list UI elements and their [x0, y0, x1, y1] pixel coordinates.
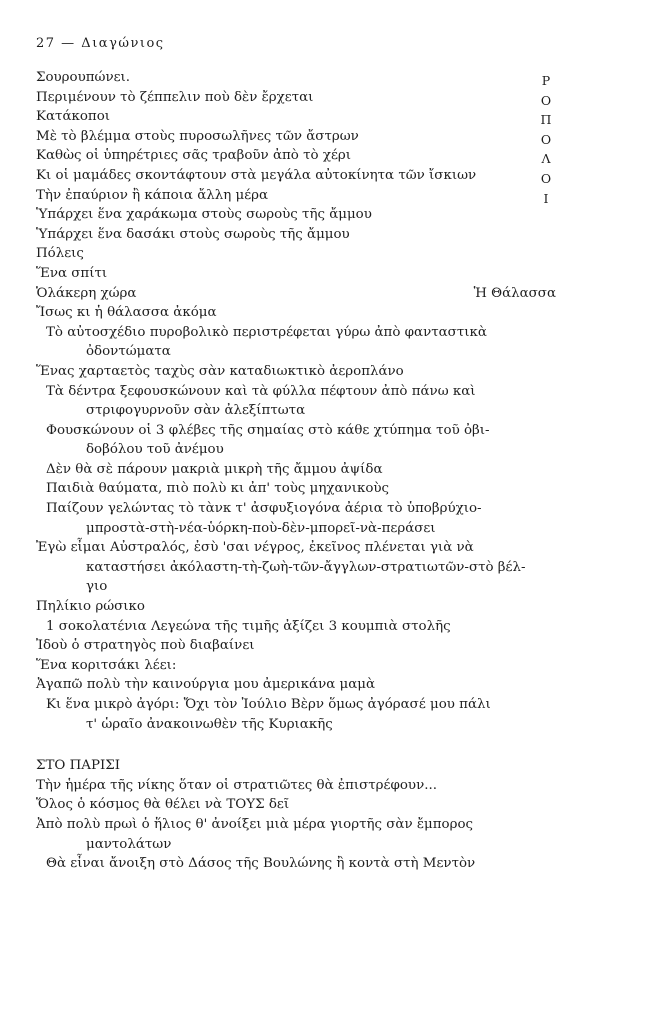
- poem-line: ὀδοντώματα: [86, 344, 171, 360]
- poem-line: Ὁλάκερη χώρα: [36, 285, 137, 301]
- poem-line: Πόλεις: [36, 246, 84, 262]
- poem-block: [36, 303, 556, 734]
- poem-line: Τὴν ἡμέρα τῆς νίκης ὅταν οἱ στρατιῶτες θὰ ἐπιστρέφουν...: [36, 777, 437, 793]
- poem-line: Σουρουπώνει.: [36, 70, 131, 85]
- poem-line: Ἐγὼ εἶμαι Αὐστραλός, ἐσὺ 'σαι νέγρος, ἐκεῖνος πλένεται γιὰ νὰ: [36, 540, 474, 556]
- poem-line: Κι οἱ μαμάδες σκοντάφτουν στὰ μεγάλα αὐτοκίνητα τῶν ἴσκιων: [36, 167, 477, 183]
- side-letter: Ο: [540, 131, 552, 147]
- poem-line: Παίζουν γελώντας τὸ τὰνκ τ' ἀσφυξιογόνα ἀέρια τὸ ὑποβρύχιο-: [46, 501, 482, 517]
- side-letter: Ρ: [541, 73, 551, 88]
- poem-line: Θὰ εἶναι ἄνοιξη στὸ Δάσος τῆς Βουλώνης ἢ κοντὰ στὴ Μεντὸν: [46, 856, 476, 872]
- poem-line: Παιδιὰ θαύματα, πιὸ πολὺ κι ἀπ' τοὺς μηχανικοὺς: [46, 481, 390, 497]
- aside-title: Ἡ Θάλασσα: [473, 285, 556, 301]
- poem-line: Τὸ αὐτοσχέδιο πυροβολικὸ περιστρέφεται γύρω ἀπὸ φανταστικὰ: [46, 324, 487, 340]
- poem-line: Ἀγαπῶ πολὺ τὴν καινούργια μου ἀμερικάνα μαμὰ: [36, 677, 376, 693]
- poem-line: Ἰδοὺ ὁ στρατηγὸς ποὺ διαβαίνει: [36, 638, 255, 654]
- section-gap: [36, 734, 556, 756]
- poem-line: Φουσκώνουν οἱ 3 φλέβες τῆς σημαίας στὸ κάθε χτύπημα τοῦ ὀβι-: [46, 422, 490, 438]
- poem-line: καταστήσει ἀκόλαστη-τὴ-ζωὴ-τῶν-ἄγγλων-στρατιωτῶν-στὸ βέλ-: [86, 559, 526, 575]
- poem-line: Ἕνα σπίτι: [36, 265, 108, 281]
- poem-line-with-aside: [36, 284, 556, 304]
- side-letter: Ι: [543, 190, 549, 206]
- poem-line: μπροστὰ-στὴ-νέα-ὑόρκη-ποὺ-δὲν-μπορεῖ-νὰ-περάσει: [86, 520, 436, 536]
- poem-line: Τὰ δέντρα ξεφουσκώνουν καὶ τὰ φύλλα πέφτουν ἀπὸ πάνω καὶ: [46, 383, 476, 399]
- poem-line: γιο: [86, 579, 108, 595]
- poem-line: Περιμένουν τὸ ζέππελιν ποὺ δὲν ἔρχεται: [36, 89, 314, 105]
- poem-line: Πηλίκιο ρώσικο: [36, 599, 145, 615]
- poem-line: Καθὼς οἱ ὑπηρέτριες σᾶς τραβοῦν ἀπὸ τὸ χέρι: [36, 148, 352, 164]
- poem-line: Δὲν θὰ σὲ πάρουν μακριὰ μικρὴ τῆς ἄμμου ἀψίδα: [46, 461, 383, 477]
- poem-line: Κι ἕνα μικρὸ ἀγόρι: Ὄχι τὸν Ἰούλιο Βὲρν ὅμως ἀγόρασέ μου πάλι: [46, 697, 491, 712]
- poem-line: τ' ὡραῖο ἀνακοινωθὲν τῆς Κυριακῆς: [86, 716, 333, 732]
- poem-line: στριφογυρνοῦν σὰν ἀλεξίπτωτα: [86, 403, 306, 419]
- poem-line: δοβόλου τοῦ ἀνέμου: [86, 442, 224, 458]
- poem-line: Ἀπὸ πολὺ πρωὶ ὁ ἥλιος θ' ἀνοίξει μιὰ μέρα γιορτῆς σὰν ἔμπορος: [36, 816, 474, 832]
- side-letter: Π: [540, 112, 552, 128]
- side-letter: Λ: [541, 151, 551, 167]
- poem-line: Τὴν ἐπαύριον ἢ κάποια ἄλλη μέρα: [36, 187, 269, 203]
- poem-body: [36, 68, 556, 874]
- poem-line: Ἴσως κι ἡ θάλασσα ἀκόμα: [36, 305, 217, 321]
- side-letter: Ο: [540, 170, 552, 186]
- poem-line: 1 σοκολατένια Λεγεώνα τῆς τιμῆς ἀξίζει 3 κουμπιὰ στολῆς: [46, 618, 451, 634]
- poem-line: Ὑπάρχει ἕνα χαράκωμα στοὺς σωροὺς τῆς ἄμμου: [36, 207, 372, 223]
- poem-line: Ἕνα κοριτσάκι λέει:: [36, 657, 177, 673]
- section-title: ΣΤΟ ΠΑΡΙΣΙ: [36, 758, 121, 774]
- poem-line: Ἕνας χαρταετὸς ταχὺς σὰν καταδιωκτικὸ ἀεροπλάνο: [36, 363, 404, 379]
- poem-line: Μὲ τὸ βλέμμα στοὺς πυροσωλῆνες τῶν ἄστρων: [36, 128, 359, 144]
- poem-line: Κατάκοποι: [36, 109, 111, 125]
- page-header: 27 — Διαγώνιος: [36, 36, 165, 51]
- poem-line: Ὑπάρχει ἕνα δασάκι στοὺς σωροὺς τῆς ἄμμου: [36, 226, 350, 242]
- poem-line: μαντολάτων: [86, 836, 172, 852]
- side-letter: Ο: [540, 92, 552, 108]
- poem-block: [36, 776, 556, 874]
- poem-line: Ὅλος ὁ κόσμος θὰ θέλει νὰ ΤΟΥΣ δεῖ: [36, 797, 290, 813]
